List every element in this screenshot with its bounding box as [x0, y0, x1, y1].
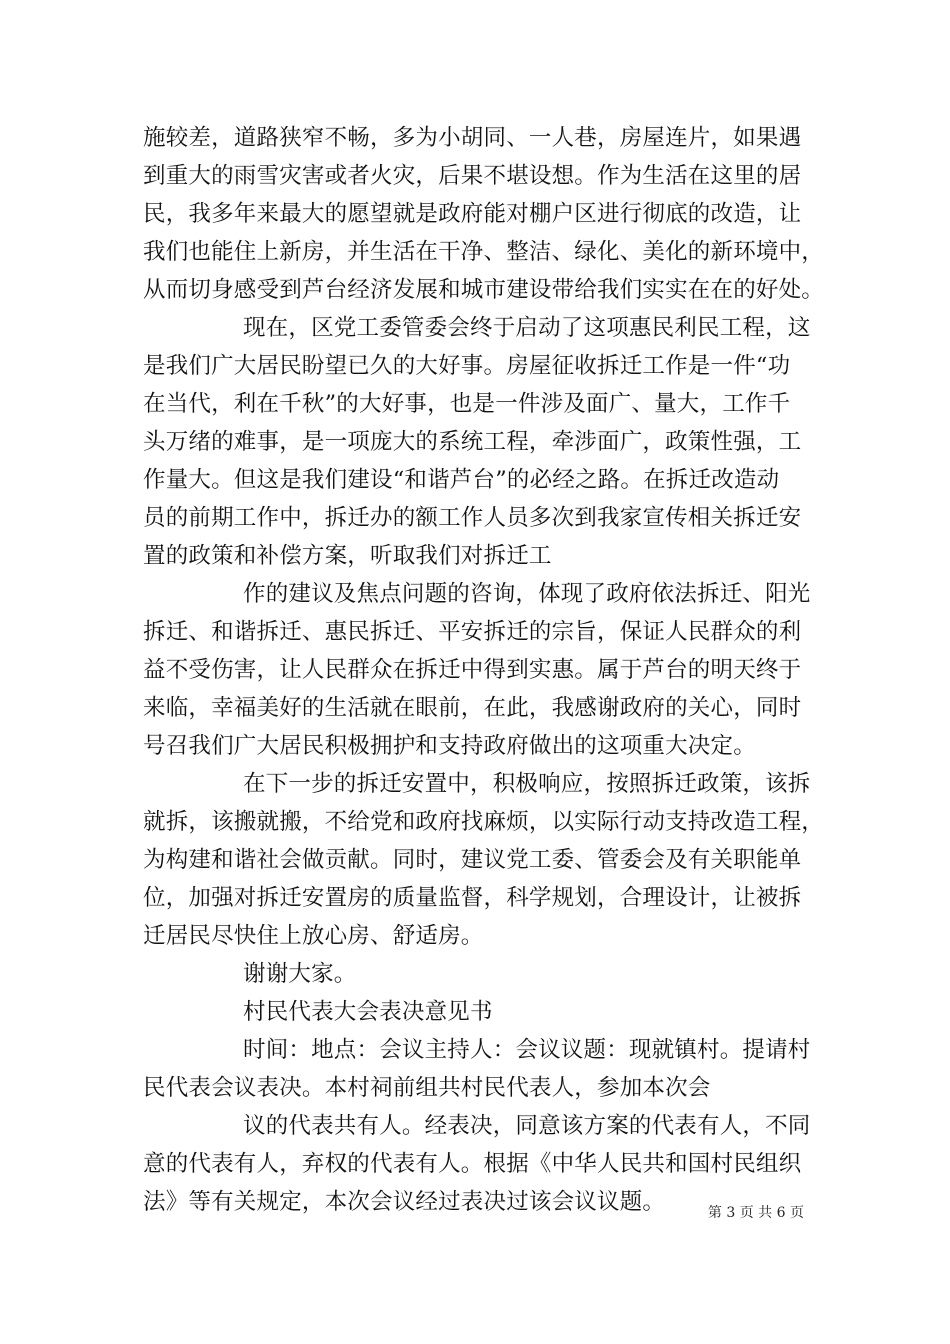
text-line: 拆迁、和谐拆迁、惠民拆迁、平安拆迁的宗旨，保证人民群众的利 — [143, 619, 802, 645]
text-line: 我们也能住上新房，并生活在干净、整洁、绿化、美化的新环境中， — [143, 239, 825, 265]
text-line: 到重大的雨雪灾害或者火灾，后果不堪设想。作为生活在这里的居 — [143, 163, 802, 189]
text-line: 在当代，利在千秋”的大好事，也是一件涉及面广、量大，工作千 — [143, 391, 791, 417]
text-line: 议的代表共有人。经表决，同意该方案的代表有人，不同 — [243, 1113, 811, 1139]
text-line: 意的代表有人，弃权的代表有人。根据《中华人民共和国村民组织 — [143, 1151, 802, 1177]
text-line: 是我们广大居民盼望已久的大好事。房屋征收拆迁工作是一件“功 — [143, 353, 791, 379]
paragraph — [143, 119, 825, 309]
page-number-footer: 第 3 页 共 6 页 — [707, 1205, 804, 1221]
paragraph — [143, 1031, 813, 1107]
text-line: 来临，幸福美好的生活就在眼前，在此，我感谢政府的关心，同时 — [143, 695, 802, 721]
text-line: 民代表会议表决。本村祠前组共村民代表人，参加本次会 — [143, 1075, 711, 1101]
paragraph — [143, 575, 813, 765]
text-line: 法》等有关规定，本次会议经过表决过该会议议题。 — [143, 1189, 666, 1215]
text-line: 在下一步的拆迁安置中，积极响应，按照拆迁政策，该拆 — [243, 771, 811, 797]
text-line: 为构建和谐社会做贡献。同时，建议党工委、管委会及有关职能单 — [143, 847, 802, 873]
text-line: 作的建议及焦点问题的咨询，体现了政府依法拆迁、阳光 — [243, 581, 811, 607]
text-line: 施较差，道路狭窄不畅，多为小胡同、一人巷，房屋连片，如果遇 — [143, 125, 802, 151]
paragraph — [143, 955, 813, 993]
text-line: 村民代表大会表决意见书 — [243, 999, 493, 1025]
paragraph — [143, 309, 813, 575]
text-line: 号召我们广大居民积极拥护和支持政府做出的这项重大决定。 — [143, 733, 756, 759]
text-line: 作量大。但这是我们建设“和谐芦台”的必经之路。在拆迁改造动 — [143, 467, 780, 493]
text-line: 时间：地点：会议主持人：会议议题：现就镇村。提请村 — [243, 1037, 811, 1063]
text-line: 从而切身感受到芦台经济发展和城市建设带给我们实实在在的好处。 — [143, 277, 825, 303]
text-line: 就拆，该搬就搬，不给党和政府找麻烦，以实际行动支持改造工程， — [143, 809, 825, 835]
text-line: 益不受伤害，让人民群众在拆迁中得到实惠。属于芦台的明天终于 — [143, 657, 802, 683]
text-line: 置的政策和补偿方案，听取我们对拆迁工 — [143, 543, 552, 569]
text-line: 员的前期工作中，拆迁办的额工作人员多次到我家宣传相关拆迁安 — [143, 505, 802, 531]
text-line: 谢谢大家。 — [243, 961, 357, 987]
text-line: 位，加强对拆迁安置房的质量监督，科学规划，合理设计，让被拆 — [143, 885, 802, 911]
text-line: 迁居民尽快住上放心房、舒适房。 — [143, 923, 484, 949]
paragraph — [143, 993, 813, 1031]
paragraph — [143, 765, 825, 955]
text-line: 民，我多年来最大的愿望就是政府能对棚户区进行彻底的改造，让 — [143, 201, 802, 227]
text-line: 头万绪的难事，是一项庞大的系统工程，牵涉面广，政策性强，工 — [143, 429, 802, 455]
text-line: 现在，区党工委管委会终于启动了这项惠民利民工程，这 — [243, 315, 811, 341]
body-text — [143, 119, 825, 1221]
